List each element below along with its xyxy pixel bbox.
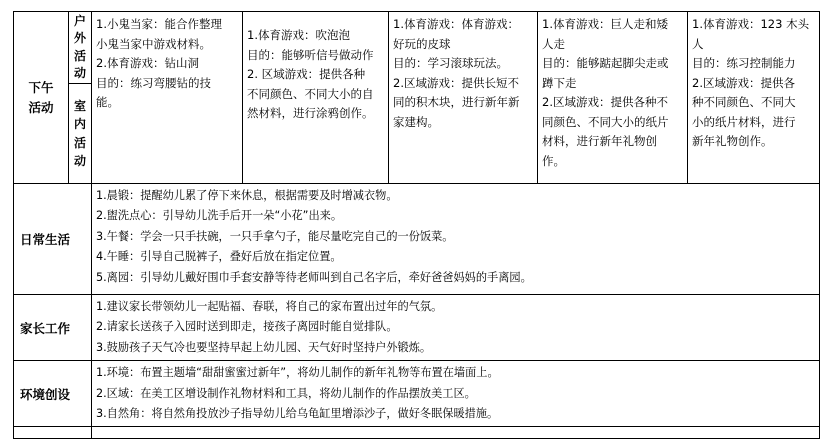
next-section-label-cell [14,427,92,439]
activity-line: 家建构。 [393,114,439,129]
activity-line: 目的：能够踮起脚尖走或 [542,56,669,70]
activity-line: 作。 [542,153,565,168]
activity-line: 好玩的皮球 [393,36,451,51]
label-char: 室 [73,98,86,113]
activity-line: 1.体育游戏：体育游戏： [393,17,519,31]
parent-work-item: 1.建议家长带领幼儿一起贴福、春联，将自己的家布置出过年的气氛。 [96,300,443,313]
activity-line: 2.区域游戏：提供长短不 [393,75,519,90]
day-5-afternoon-cell [688,12,820,184]
label-char: 户 [73,13,86,28]
label-char: 动 [73,66,86,80]
daily-life-item: 4.午睡：引导自己脱裤子，叠好后放在指定位置。 [96,250,342,264]
parent-work-item: 3.鼓励孩子天气冷也要坚持早起上幼儿园、天气好时坚持户外锻炼。 [96,340,432,354]
daily-life-item: 5.离园：引导幼儿戴好围巾手套安静等待老师叫到自己名字后，牵好爸爸妈妈的手离园。 [96,270,532,284]
indoor-activity-label [69,84,92,184]
day-1-afternoon-cell [92,12,243,184]
label-char: 外 [73,31,86,45]
activity-line: 能。 [96,95,119,109]
outdoor-label-text [69,13,91,83]
daily-life-item: 2.盥洗点心：引导幼儿洗手后开一朵“小花”出来。 [96,209,343,223]
activity-line: 同颜色、不同大小的纸片 [542,114,669,129]
next-section-row [14,427,820,439]
parent-work-row [14,295,820,361]
parent-work-label: 家长工作 [14,295,92,361]
activity-line: 1.体育游戏：吹泡泡 [247,28,350,42]
activity-line: 目的：能够听信号做动作 [247,47,374,62]
indoor-label-text [69,97,91,171]
environment-item: 3.自然角：将自然角投放沙子指导幼儿给乌龟缸里增添沙子，做好冬眠保暖措施。 [96,407,499,421]
activity-line: 人走 [542,36,565,51]
activity-line: 1.体育游戏：123 木头 [692,17,810,31]
parent-work-content [92,295,820,361]
activity-line: 小的纸片材料，进行 [692,114,796,129]
day-2-afternoon-cell [243,12,389,184]
daily-life-item: 3.午餐：学会一只手扶碗，一只手拿勺子，能尽量吃完自己的一份饭菜。 [96,229,454,243]
activity-line: 人 [692,36,704,51]
activity-line: 2.区域游戏：提供各种不 [542,95,668,109]
daily-life-item: 1.晨锻：提醒幼儿累了停下来休息，根据需要及时增减衣物。 [96,189,398,202]
next-section-content-cell [92,427,820,439]
parent-work-item: 2.请家长送孩子入园时送到即走，接孩子离园时能自觉排队。 [96,320,398,334]
environment-item: 2.区域：在美工区增设制作礼物材料和工具，将幼儿制作的作品摆放美工区。 [96,386,476,400]
afternoon-activity-label [14,12,69,184]
afternoon-label-line-1: 下午 [28,79,54,95]
activity-line: 不同颜色、不同大小的自 [247,86,374,101]
activity-line: 蹲下走 [542,75,577,90]
label-char: 活 [73,48,86,63]
activity-line: 材料，进行新年礼物创 [542,134,657,148]
activity-line: 新年礼物创作。 [692,134,773,148]
activity-line: 种不同颜色、不同大 [692,95,796,109]
afternoon-label-line-2: 活动 [28,99,54,115]
activity-line: 2.区域游戏：提供各 [692,75,795,90]
activity-line: 1.体育游戏：巨人走和矮 [542,17,668,31]
activity-line: 目的：练习弯腰钻的技 [96,75,211,90]
weekly-plan-table [13,11,820,439]
activity-line: 目的：练习控制能力 [692,56,796,70]
label-char: 活 [73,135,86,150]
day-3-afternoon-cell [389,12,538,184]
day-4-afternoon-cell [538,12,688,184]
daily-life-content [92,184,820,295]
environment-content [92,361,820,427]
environment-row [14,361,820,427]
label-char: 动 [73,154,86,168]
daily-life-row [14,184,820,295]
environment-label: 环境创设 [14,361,92,427]
activity-line: 1.小鬼当家：能合作整理 [96,17,222,31]
afternoon-outdoor-row [14,12,820,84]
activity-line: 2.体育游戏：钻山洞 [96,56,199,70]
daily-life-label: 日常生活 [14,184,92,295]
label-char: 内 [73,117,86,131]
environment-item: 1.环境：布置主题墙“甜甜蜜蜜过新年”，将幼儿制作的新年礼物等布置在墙面上。 [96,366,499,380]
activity-line: 然材料，进行涂鸦创作。 [247,106,374,120]
activity-line: 目的：学习滚球玩法。 [393,56,508,70]
weekly-plan-sheet [13,11,819,430]
activity-line: 2. 区域游戏：提供各种 [247,67,366,81]
activity-line: 小鬼当家中游戏材料。 [96,36,211,51]
activity-line: 同的积木块，进行新年新 [393,95,520,109]
outdoor-activity-label [69,12,92,84]
